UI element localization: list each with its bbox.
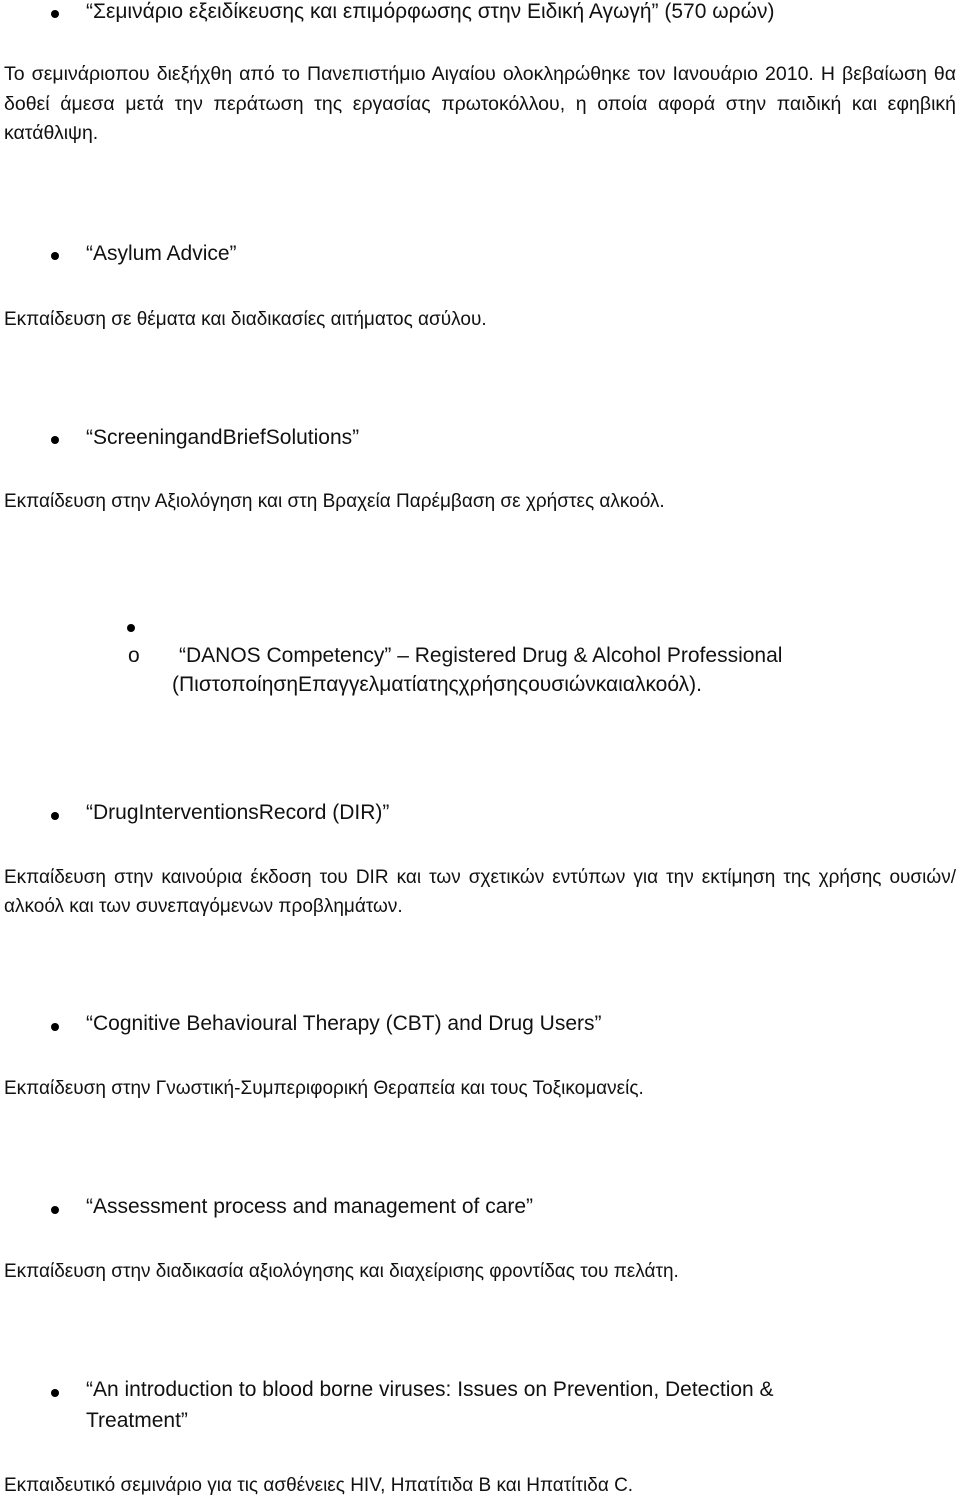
sub-item-title: “DANOS Competency” – Registered Drug & Alcohol Professional — [179, 644, 783, 667]
sub-item-title-continued: (ΠιστοποίησηΕπαγγελματίατηςχρήσηςουσιώνκαιαλκοόλ). — [172, 673, 702, 696]
bullet-icon — [127, 624, 135, 632]
seminar-description: Εκπαίδευση σε θέματα και διαδικασίες αιτήματος ασύλου. — [4, 309, 487, 330]
seminar-description: Εκπαιδευτικό σεμινάριο για τις ασθένειες HIV, Ηπατίτιδα Β και Ηπατίτιδα C. — [4, 1475, 634, 1496]
seminar-title: “Asylum Advice” — [86, 242, 237, 265]
seminar-description: Το σεμινάριοπου διεξήχθη από το Πανεπιστήμιο Αιγαίου ολοκληρώθηκε τον Ιανουάριο 2010. Η βεβαίωση θα δοθεί άμεσα μετά την περάτωση της εργασίας πρωτοκόλλου, η οποία αφορά στην παιδική και εφηβική κατάθλιψη. — [4, 63, 956, 144]
seminar-description: Εκπαίδευση στην Αξιολόγηση και στη Βραχεία Παρέμβαση σε χρήστες αλκοόλ. — [4, 491, 665, 512]
seminar-title: “ScreeningandBriefSolutions” — [86, 426, 360, 449]
bullet-icon — [51, 1389, 59, 1397]
bullet-icon — [51, 1023, 59, 1031]
seminar-title: “Σεμινάριο εξειδίκευσης και επιμόρφωσης στην Ειδική Αγωγή” (570 ωρών) — [86, 0, 775, 23]
seminar-title: “DrugInterventionsRecord (DIR)” — [86, 801, 390, 824]
seminar-title: “An introduction to blood borne viruses: Issues on Prevention, Detection & — [86, 1378, 774, 1401]
seminar-description: Εκπαίδευση στην διαδικασία αξιολόγησης και διαχείρισης φροντίδας του πελάτη. — [4, 1261, 679, 1282]
seminar-description: Εκπαίδευση στην Γνωστική-Συμπεριφορική Θεραπεία και τους Τοξικομανείς. — [4, 1078, 644, 1099]
seminar-description: Εκπαίδευση στην καινούρια έκδοση του DIR και των σχετικών εντύπων για την εκτίμηση της χρήσης ουσιών/αλκοόλ και των συνεπαγόμενων προβλημάτων. — [4, 867, 956, 917]
bullet-icon — [51, 10, 59, 18]
bullet-icon — [51, 1206, 59, 1214]
seminar-title: “Cognitive Behavioural Therapy (CBT) and Drug Users” — [86, 1012, 602, 1035]
seminar-title: “Assessment process and management of care” — [86, 1195, 534, 1218]
seminar-title-continued: Treatment” — [86, 1409, 188, 1432]
bullet-icon — [51, 436, 59, 444]
bullet-icon — [51, 812, 59, 820]
sub-bullet-marker: o — [128, 644, 140, 667]
bullet-icon — [51, 252, 59, 260]
